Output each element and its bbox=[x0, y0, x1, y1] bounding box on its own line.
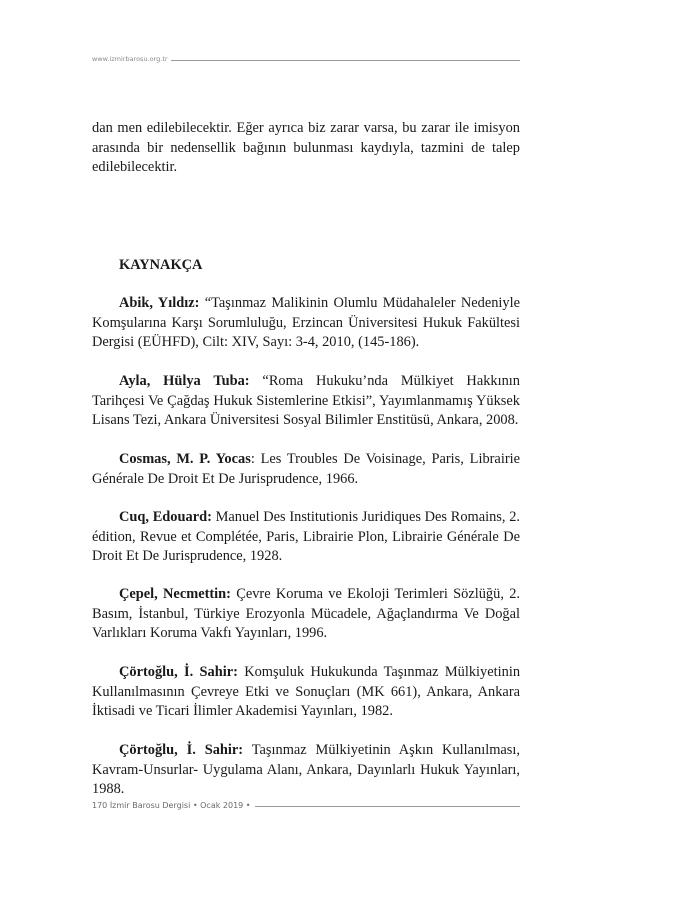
reference-text: “Roma Hukuku’nda Mülkiyet Hakkının Tarihçesi Ve Çağdaş Hukuk Sistemlerine Etkisi”, Yayımlanmamış Yüksek Lisans Tezi, Ankara Üniversitesi Sosyal Bilimler Enstitüsü, Ankara, 2008. bbox=[92, 373, 520, 428]
reference-text: Taşınmaz Mülkiyetinin Aşkın Kullanılması, Kavram-Unsurlar- Uygulama Alanı, Ankara, Dayınlarlı Hukuk Yayınları, 1988. bbox=[92, 742, 520, 797]
reference-author: Çepel, Necmettin: bbox=[119, 586, 231, 602]
reference-text: “Taşınmaz Malikinin Olumlu Müdahaleler Nedeniyle Komşularına Karşı Sorumluluğu, Erzincan Üniversitesi Hukuk Fakültesi Dergisi (EÜHFD), Cilt: XIV, Sayı: 3-4, 2010, (145-186). bbox=[92, 295, 520, 350]
reference-item bbox=[92, 450, 520, 489]
section-title: KAYNAKÇA bbox=[119, 257, 203, 273]
page-footer bbox=[92, 800, 520, 812]
reference-author: Çörtoğlu, İ. Sahir: bbox=[119, 742, 244, 758]
reference-text: Komşuluk Hukukunda Taşınmaz Mülkiyetinin Kullanılmasının Çevreye Etki ve Sonuçları (MK 661), Ankara, Ankara İktisadi ve Ticari İlimler Akademisi Yayınları, 1982. bbox=[92, 664, 521, 719]
reference-item bbox=[92, 585, 520, 644]
reference-author: Çörtoğlu, İ. Sahir: bbox=[119, 664, 238, 680]
reference-item bbox=[92, 663, 520, 722]
reference-author: Abik, Yıldız: bbox=[119, 295, 200, 311]
reference-item bbox=[92, 741, 520, 800]
reference-text: : Les Troubles De Voisinage, Paris, Librairie Générale De Droit Et De Jurisprudence, 1966. bbox=[92, 451, 520, 487]
reference-item bbox=[92, 294, 520, 353]
reference-author: Ayla, Hülya Tuba: bbox=[119, 373, 250, 389]
footer-text: 170 İzmir Barosu Dergisi • Ocak 2019 • bbox=[92, 800, 255, 812]
reference-item bbox=[92, 508, 520, 567]
reference-text: Manuel Des Institutionis Juridiques Des Romains, 2. édition, Revue et Complétée, Paris, Librairie Plon, Librairie Générale De Droit Et De Jurisprudence, 1928. bbox=[92, 509, 520, 564]
header-url: www.izmirbarosu.org.tr bbox=[92, 55, 171, 64]
reference-author: Cuq, Edouard: bbox=[119, 509, 212, 525]
reference-item bbox=[92, 372, 520, 431]
reference-author: Cosmas, M. P. Yocas bbox=[119, 451, 251, 467]
intro-paragraph: dan men edilebilecektir. Eğer ayrıca biz zarar varsa, bu zarar ile imisyon arasında bir nedensellik bağının bulunması kaydıyla, tazmini de talep edilebilecektir. bbox=[92, 120, 520, 175]
reference-text: Çevre Koruma ve Ekoloji Terimleri Sözlüğü, 2. Basım, İstanbul, Türkiye Erozyonla Mücadele, Ağaçlandırma Ve Doğal Varlıkları Koruma Vakfı Yayınları, 1996. bbox=[92, 586, 520, 641]
page-header bbox=[92, 55, 520, 65]
